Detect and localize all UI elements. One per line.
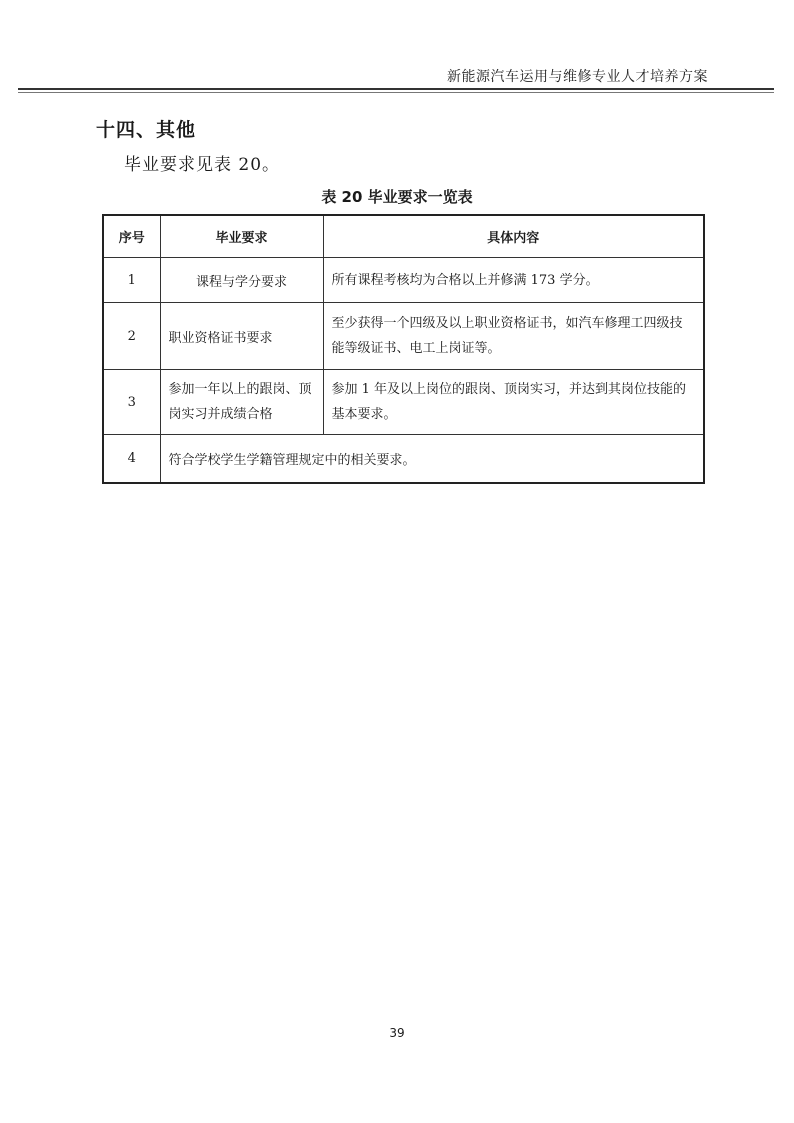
graduation-requirements-table — [102, 214, 705, 484]
row-content: 至少获得一个四级及以上职业资格证书，如汽车修理工四级技能等级证书、电工上岗证等。 — [323, 303, 704, 370]
row-requirement: 课程与学分要求 — [160, 258, 323, 303]
header-rule — [18, 88, 774, 90]
table-row — [103, 258, 704, 303]
row-content: 符合学校学生学籍管理规定中的相关要求。 — [160, 435, 704, 484]
header-cell-requirement: 毕业要求 — [160, 215, 323, 258]
table-header-row — [103, 215, 704, 258]
header-rule-secondary — [18, 92, 774, 93]
section-intro-text: 毕业要求见表 20。 — [124, 155, 281, 175]
row-number: 1 — [103, 258, 160, 303]
section-heading: 十四、其他 — [96, 119, 197, 141]
row-number: 2 — [103, 303, 160, 370]
header-cell-content: 具体内容 — [323, 215, 704, 258]
row-content: 所有课程考核均为合格以上并修满 173 学分。 — [323, 258, 704, 303]
table-row — [103, 303, 704, 370]
table-caption: 表 20 毕业要求一览表 — [321, 188, 473, 206]
row-requirement: 职业资格证书要求 — [160, 303, 323, 370]
row-number: 4 — [103, 435, 160, 484]
row-number: 3 — [103, 370, 160, 435]
document-header-title: 新能源汽车运用与维修专业人才培养方案 — [447, 69, 708, 85]
table-row — [103, 370, 704, 435]
header-cell-number: 序号 — [103, 215, 160, 258]
table-row — [103, 435, 704, 484]
row-content: 参加 1 年及以上岗位的跟岗、顶岗实习，并达到其岗位技能的基本要求。 — [323, 370, 704, 435]
page-number: 39 — [389, 1026, 405, 1040]
row-requirement: 参加一年以上的跟岗、顶岗实习并成绩合格 — [160, 370, 323, 435]
